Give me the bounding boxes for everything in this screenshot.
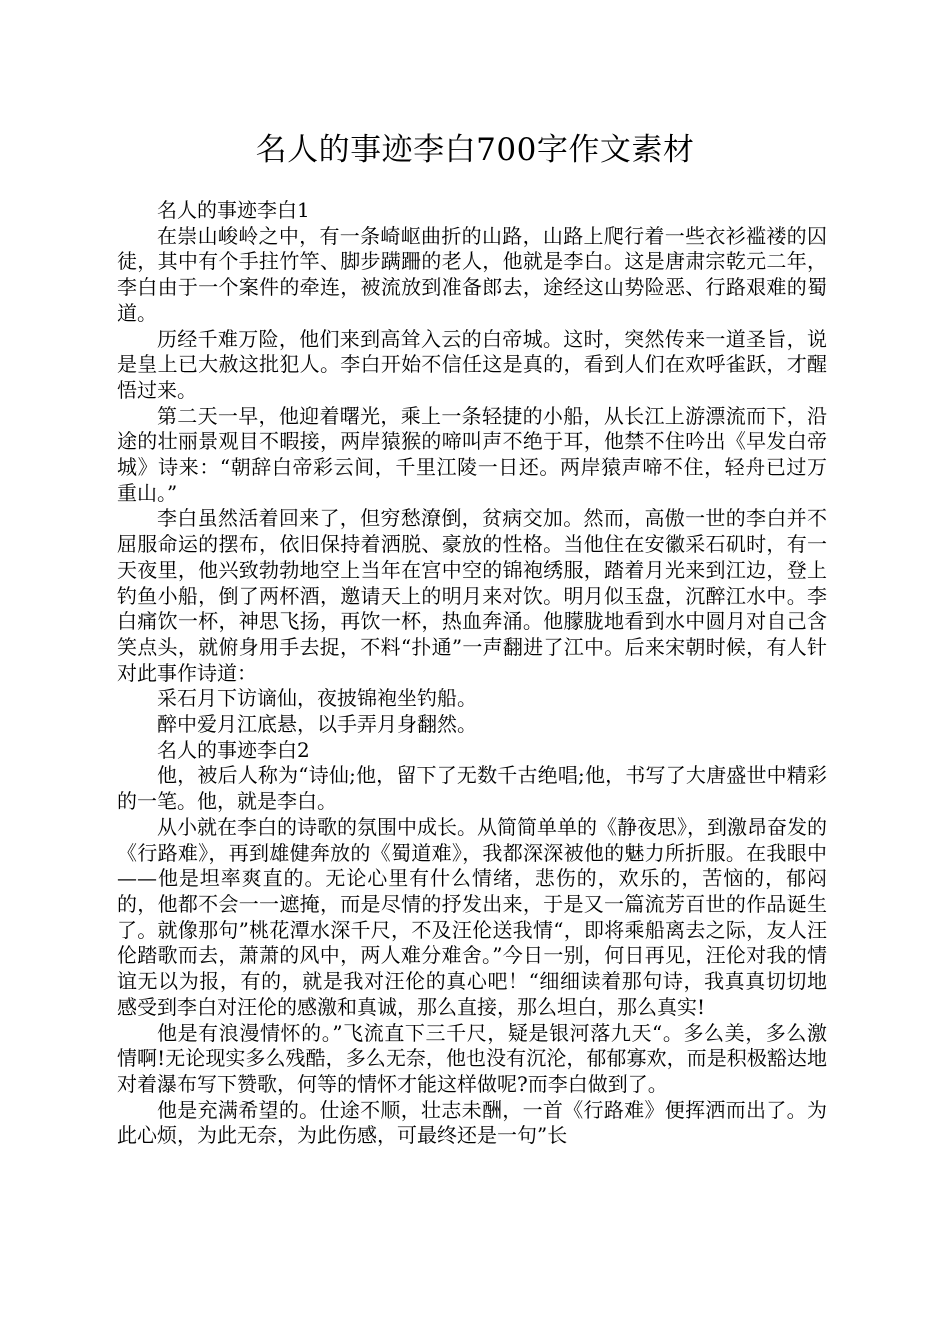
paragraph: 第二天一早，他迎着曙光，乘上一条轻捷的小船，从长江上游漂流而下，沿途的壮丽景观目不暇接，两岸猿猴的啼叫声不绝于耳，他禁不住吟出《早发白帝城》诗来：“朝辞白帝彩云间，千里江陵一日还。两岸猿声啼不住，轻舟已过万重山。” (117, 403, 827, 505)
paragraph: 他是有浪漫情怀的。”飞流直下三千尺，疑是银河落九天“。多么美，多么激情啊!无论现实多么残酷，多么无奈，他也没有沉沦，郁郁寡欢，而是积极豁达地对着瀑布写下赞歌，何等的情怀才能这样做呢?而李白做到了。 (117, 1020, 827, 1096)
paragraph: 从小就在李白的诗歌的氛围中成长。从简简单单的《静夜思》，到激昂奋发的《行路难》，再到雄健奔放的《蜀道难》，我都深深被他的魅力所折服。在我眼中——他是坦率爽直的。无论心里有什么情绪，悲伤的，欢乐的，苦恼的，郁闷的，他都不会一一遮掩，而是尽情的抒发出来，于是又一篇流芳百世的作品诞生了。就像那句”桃花潭水深千尺，不及汪伦送我情“，即将乘船离去之际，友人汪伦踏歌而去，萧萧的风中，两人难分难舍。”今日一别，何日再见，汪伦对我的情谊无以为报，有的，就是我对汪伦的真心吧！“细细读着那句诗，我真真切切地感受到李白对汪伦的感激和真诚，那么直接，那么坦白，那么真实! (117, 814, 827, 1019)
paragraph: 历经千难万险，他们来到高耸入云的白帝城。这时，突然传来一道圣旨，说是皇上已大赦这批犯人。李白开始不信任这是真的，看到人们在欢呼雀跃，才醒悟过来。 (117, 326, 827, 402)
paragraph: 他，被后人称为“诗仙;他，留下了无数千古绝唱;他，书写了大唐盛世中精彩的一笔。他，就是李白。 (117, 763, 827, 814)
paragraph: 他是充满希望的。仕途不顺，壮志未酬，一首《行路难》便挥洒而出了。为此心烦，为此无奈，为此伤感，可最终还是一句”长 (117, 1097, 827, 1148)
paragraph: 李白虽然活着回来了，但穷愁潦倒，贫病交加。然而，高傲一世的李白并不屈服命运的摆布，依旧保持着洒脱、豪放的性格。当他住在安徽采石矶时，有一天夜里，他兴致勃勃地空上当年在宫中空的锦袍绣服，踏着月光来到江边，登上钓鱼小船，倒了两杯酒，邀请天上的明月来对饮。明月似玉盘，沉醉江水中。李白痛饮一杯，神思飞扬，再饮一杯，热血奔涌。他朦胧地看到水中圆月对自己含笑点头，就俯身用手去捉，不料“扑通”一声翻进了江中。后来宋朝时候，有人针对此事作诗道： (117, 506, 827, 685)
section-heading-1: 名人的事迹李白1 (157, 198, 310, 222)
poem-line: 醉中爱月江底悬，以手弄月身翻然。 (157, 712, 477, 737)
document-body (117, 198, 827, 1149)
section-heading-2: 名人的事迹李白2 (157, 737, 310, 762)
paragraph: 在崇山峻岭之中，有一条崎岖曲折的山路，山路上爬行着一些衣衫褴褛的囚徒，其中有个手拄竹竿、脚步蹒跚的老人，他就是李白。这是唐肃宗乾元二年，李白由于一个案件的牵连，被流放到准备郎去，途经这山势险恶、行路艰难的蜀道。 (117, 223, 827, 325)
document-title: 名人的事迹李白700字作文素材 (255, 132, 695, 168)
poem-line: 采石月下访谪仙，夜披锦袍坐钓船。 (157, 686, 477, 711)
